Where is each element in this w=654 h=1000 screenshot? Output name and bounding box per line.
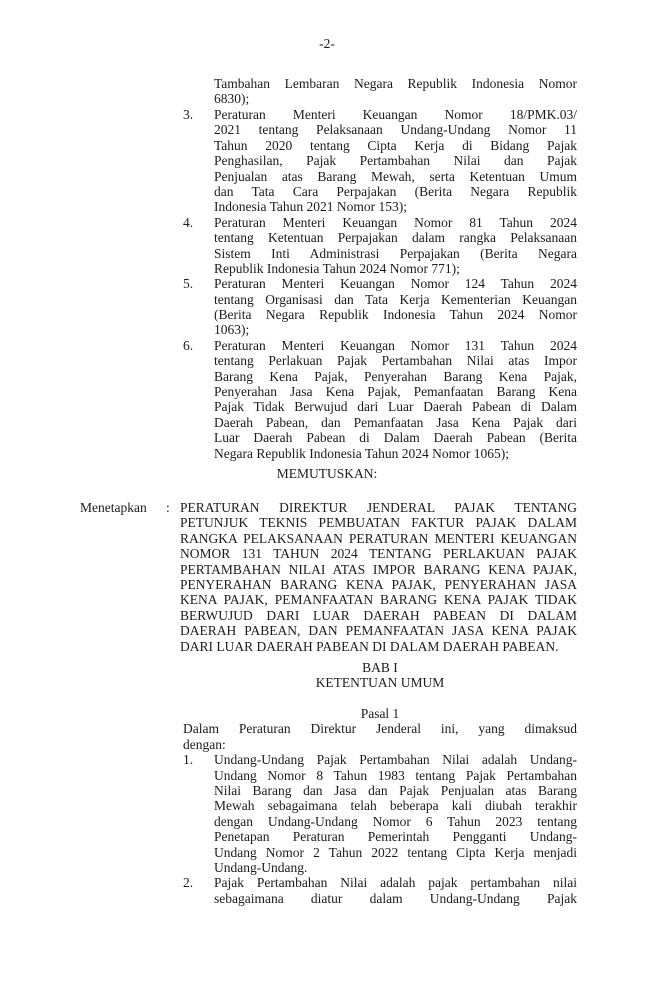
text-line: Undang-Undang Pajak Pertambahan Nilai adalah Undang- xyxy=(214,752,577,768)
item-number: 6. xyxy=(183,337,194,353)
text-line: Luar Daerah Pabean di Dalam Daerah Pabean (Berita xyxy=(214,430,577,446)
enacting-separator: : xyxy=(166,500,170,515)
item-number: 3. xyxy=(183,107,194,122)
page-number: -2- xyxy=(319,36,335,51)
chapter-title: KETENTUAN UMUM xyxy=(315,675,445,691)
text-line: NOMOR 131 TAHUN 2024 TENTANG PERLAKUAN PAJAK xyxy=(180,546,577,562)
article-section xyxy=(183,706,577,906)
text-line: Peraturan Menteri Keuangan Nomor 18/PMK.03/ xyxy=(214,107,577,122)
article-intro xyxy=(183,721,577,752)
legal-basis-item-4 xyxy=(183,215,577,277)
text-line: Mewah sebagaimana telah beberapa kali diubah terakhir xyxy=(214,798,577,814)
text-line: tentang Ketentuan Perpajakan dalam rangka Pelaksanaan xyxy=(214,230,577,246)
item-text xyxy=(214,752,577,875)
decision-heading: MEMUTUSKAN: xyxy=(276,466,378,481)
text-line: Daerah Pabean, dan Pemanfaatan Jasa Kena Pajak dari xyxy=(214,414,577,430)
text-line: (Berita Negara Republik Indonesia Tahun 2024 Nomor xyxy=(214,307,577,323)
item-number: 1. xyxy=(183,752,194,768)
item-number: 2. xyxy=(183,875,194,891)
text-line: Peraturan Menteri Keuangan Nomor 131 Tahun 2024 xyxy=(214,337,577,353)
text-line: tentang Perlakuan Pajak Pertambahan Nilai atas Impor xyxy=(214,353,577,369)
text-line: dengan: xyxy=(183,736,226,752)
text-line: RANGKA PELAKSANAAN PERATURAN MENTERI KEUANGAN xyxy=(180,530,577,546)
text-line: PENYERAHAN BARANG KENA PAJAK, PENYERAHAN JASA xyxy=(180,576,577,592)
text-line: DARI LUAR DAERAH PABEAN DI DALAM DAERAH PABEAN. xyxy=(180,638,559,654)
text-line: Undang Nomor 2 Tahun 2022 tentang Cipta Kerja menjadi xyxy=(214,844,577,860)
legal-basis-list xyxy=(183,107,577,461)
legal-basis-item-6 xyxy=(183,338,577,461)
text-line: Undang-Undang. xyxy=(214,859,308,875)
enacting-text xyxy=(180,500,577,654)
text-line: Tahun 2020 tentang Cipta Kerja di Bidang Pajak xyxy=(214,137,577,153)
item-text xyxy=(214,276,577,338)
text-line: Republik Indonesia Tahun 2024 Nomor 771); xyxy=(214,260,460,276)
text-line: 2021 tentang Pelaksanaan Undang-Undang Nomor 11 xyxy=(214,122,577,138)
legal-basis-item-3 xyxy=(183,107,577,215)
text-line: KENA PAJAK, PEMANFAATAN BARANG KENA PAJAK TIDAK xyxy=(180,592,577,608)
article-heading: Pasal 1 xyxy=(360,706,400,721)
chapter-number: BAB I xyxy=(362,660,398,675)
text-line: PETUNJUK TEKNIS PEMBUATAN FAKTUR PAJAK DALAM xyxy=(180,515,577,531)
text-line: Peraturan Menteri Keuangan Nomor 81 Tahun 2024 xyxy=(214,214,577,230)
text-line: tentang Organisasi dan Tata Kerja Kementerian Keuangan xyxy=(214,291,577,307)
item-number: 5. xyxy=(183,276,194,292)
legal-basis-continuation xyxy=(214,76,577,107)
text-line: Penyerahan Jasa Kena Pajak, Pemanfaatan Barang Kena xyxy=(214,384,577,400)
chapter-heading xyxy=(183,660,577,691)
text-line: BERWUJUD DARI LUAR DAERAH PABEAN DI DALAM xyxy=(180,607,577,623)
text-line: PERATURAN DIREKTUR JENDERAL PAJAK TENTANG xyxy=(180,500,577,515)
text-line: Pajak Pertambahan Nilai adalah pajak pertambahan nilai xyxy=(214,875,577,891)
text-line: Indonesia Tahun 2021 Nomor 153); xyxy=(214,199,408,215)
enacting-label: Menetapkan xyxy=(80,500,147,515)
text-line: dengan Undang-Undang Nomor 6 Tahun 2023 tentang xyxy=(214,813,577,829)
item-number: 4. xyxy=(183,214,194,230)
text-line: 1063); xyxy=(214,322,250,338)
item-text xyxy=(214,875,577,906)
text-line: Nilai Barang dan Jasa dan Pajak Penjualan atas Barang xyxy=(214,782,577,798)
text-line: PERTAMBAHAN NILAI ATAS IMPOR BARANG KENA PAJAK, xyxy=(180,561,577,577)
text-line: Penetapan Peraturan Pemerintah Pengganti Undang- xyxy=(214,829,577,845)
text-line: Pajak Tidak Berwujud dari Luar Daerah Pabean di Dalam xyxy=(214,399,577,415)
item-text xyxy=(214,107,577,215)
text-line: Tambahan Lembaran Negara Republik Indonesia Nomor xyxy=(214,76,577,91)
text-line: Undang Nomor 8 Tahun 1983 tentang Pajak Pertambahan xyxy=(214,767,577,783)
text-line: Negara Republik Indonesia Tahun 2024 Nomor 1065); xyxy=(214,445,509,461)
item-text xyxy=(214,338,577,461)
text-line: dan Tata Cara Perpajakan (Berita Negara Republik xyxy=(214,183,577,199)
text-line: sebagaimana diatur dalam Undang-Undang Pajak xyxy=(214,890,577,906)
definition-item-2 xyxy=(183,875,577,906)
item-text xyxy=(214,215,577,277)
text-line: Dalam Peraturan Direktur Jenderal ini, yang dimaksud xyxy=(183,721,577,737)
text-line: Sistem Inti Administrasi Perpajakan (Berita Negara xyxy=(214,245,577,261)
enacting-clause xyxy=(80,500,577,654)
definition-item-1 xyxy=(183,752,577,875)
text-line: Penghasilan, Pajak Pertambahan Nilai dan Pajak xyxy=(214,153,577,169)
text-line: 6830); xyxy=(214,91,250,107)
text-line: DAERAH PABEAN, DAN PEMANFAATAN JASA KENA PAJAK xyxy=(180,623,577,639)
legal-basis-item-5 xyxy=(183,276,577,338)
text-line: Penjualan atas Barang Mewah, serta Ketentuan Umum xyxy=(214,168,577,184)
text-line: Peraturan Menteri Keuangan Nomor 124 Tahun 2024 xyxy=(214,276,577,292)
text-line: Barang Kena Pajak, Penyerahan Barang Kena Pajak, xyxy=(214,368,577,384)
